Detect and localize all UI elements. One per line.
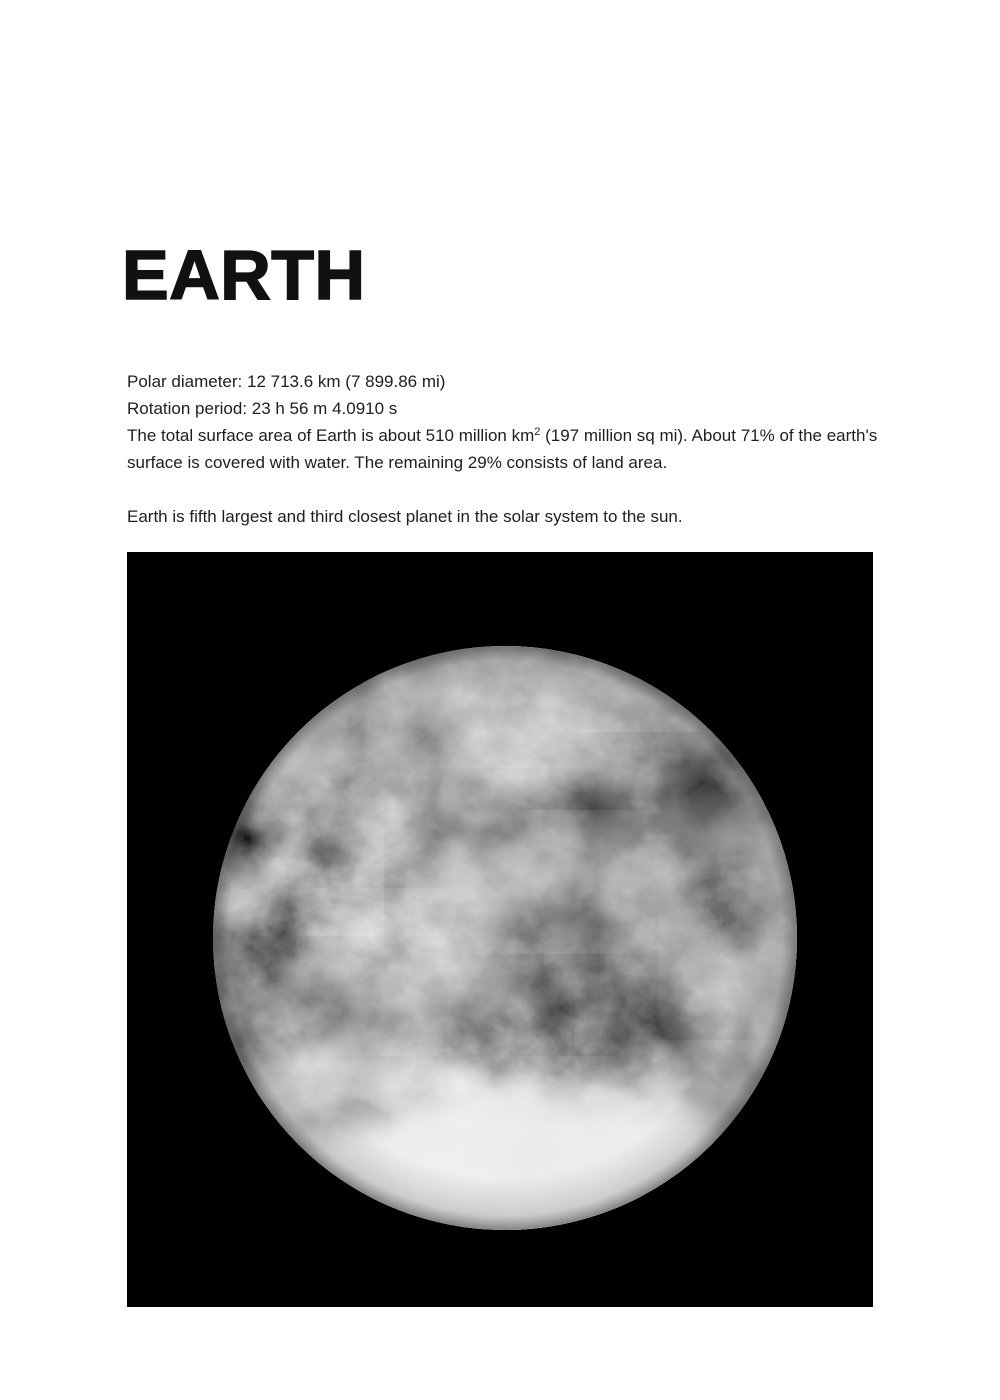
km-squared-superscript: 2 xyxy=(534,426,541,438)
fact-rotation-period: Rotation period: 23 h 56 m 4.0910 s xyxy=(127,399,398,418)
closing-line: Earth is fifth largest and third closest planet in the solar system to the sun. xyxy=(127,507,683,526)
surface-area-paragraph xyxy=(127,422,897,476)
fact-polar-diameter: Polar diameter: 12 713.6 km (7 899.86 mi) xyxy=(127,372,446,391)
earth-photo-frame xyxy=(127,552,873,1307)
surface-area-text-before-superscript: The total surface area of Earth is about 510 million km xyxy=(127,426,535,445)
surface-area-text-after-superscript: (197 million sq mi). About 71% of the earth's surface is covered with water. The remaining 29% consists of land area. xyxy=(127,426,878,472)
earth-photo-image xyxy=(127,552,873,1307)
facts-block xyxy=(127,368,897,530)
page-title: EARTH xyxy=(122,236,366,314)
